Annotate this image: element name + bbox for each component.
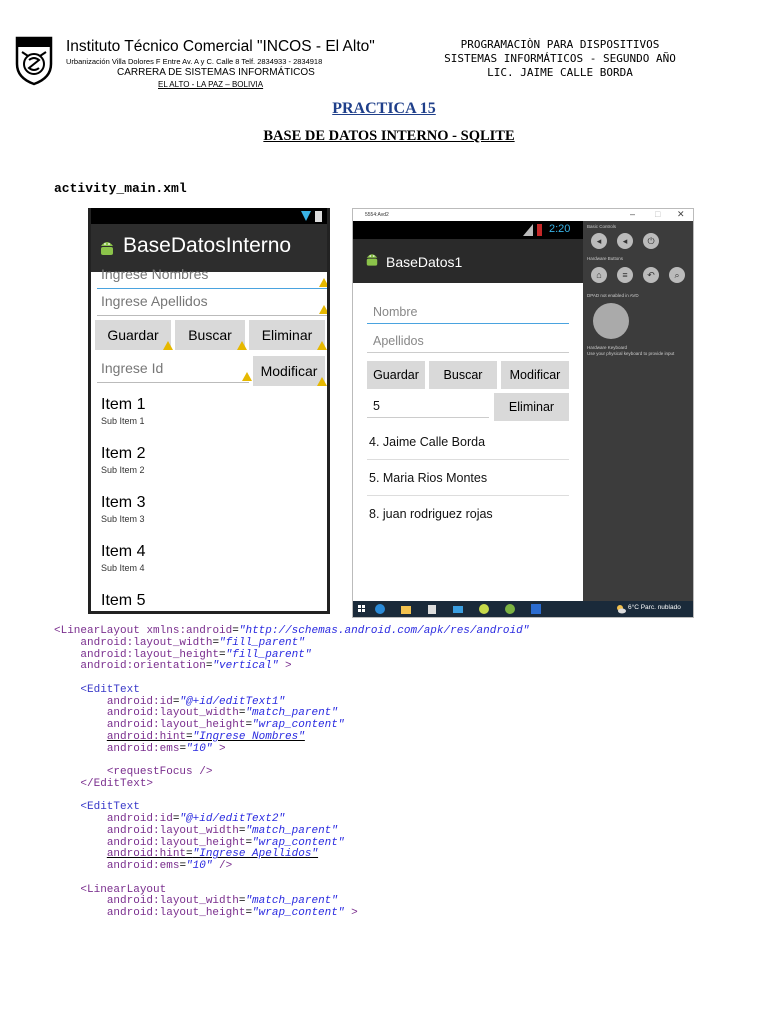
apellidos-input[interactable] — [367, 332, 569, 353]
code-tag: <LinearLayout — [80, 883, 167, 896]
emulator-screen — [353, 221, 583, 601]
buscar-button[interactable] — [429, 361, 497, 389]
phone-preview — [88, 208, 330, 614]
list-item-title[interactable]: Item 4 — [101, 543, 146, 560]
code-punct: > — [278, 660, 292, 673]
buscar-button[interactable] — [175, 320, 245, 350]
code-attr: android:layout_width — [106, 824, 239, 837]
volume-up-icon[interactable]: ◂ — [617, 233, 633, 249]
code-attr: android:layout_height — [106, 836, 246, 849]
code-value: "http://schemas.android.com/apk/res/android" — [238, 625, 530, 637]
career-name: CARRERA DE SISTEMAS INFORMÁTICOS — [117, 67, 315, 78]
code-tag: <requestFocus /> — [106, 766, 213, 778]
list-item[interactable]: 5. Maria Rios Montes — [369, 471, 488, 485]
android-studio-icon[interactable] — [505, 604, 515, 614]
menu-icon[interactable]: ≡ — [617, 267, 633, 283]
list-divider — [367, 495, 569, 496]
status-time: 2:20 — [549, 223, 571, 235]
course-info — [420, 38, 700, 80]
emulator-titlebar — [353, 209, 693, 221]
signal-icon — [301, 211, 311, 221]
course-line-1: PROGRAMACIÒN PARA DISPOSITIVOS — [460, 38, 660, 51]
status-bar — [353, 221, 583, 239]
list-item-title[interactable]: Item 3 — [101, 494, 146, 511]
volume-down-icon[interactable]: ◂ — [591, 233, 607, 249]
back-icon[interactable]: ↶ — [643, 267, 659, 283]
code-attr: android:ems — [106, 742, 180, 755]
apellidos-hint: Apellidos — [373, 334, 424, 348]
code-punct: /> — [212, 860, 233, 872]
apellidos-input[interactable] — [97, 291, 327, 316]
warning-icon — [242, 372, 252, 381]
store-icon[interactable] — [427, 604, 437, 614]
list-divider — [367, 459, 569, 460]
modificar-label: Modificar — [509, 368, 561, 382]
code-tag: <EditText — [80, 683, 140, 696]
power-icon[interactable]: ⏻ — [643, 233, 659, 249]
code-value: "Ingrese Apellidos" — [192, 848, 319, 861]
list-item-title[interactable]: Item 5 — [101, 592, 146, 609]
list-item-title[interactable]: Item 1 — [101, 396, 146, 413]
code-value: "@+id/editText2" — [179, 813, 286, 825]
minimize-icon[interactable]: – — [630, 209, 636, 219]
buscar-label: Buscar — [188, 327, 232, 343]
guardar-button[interactable] — [95, 320, 171, 350]
guardar-label: Guardar — [107, 327, 159, 343]
search-icon[interactable]: ⌕ — [669, 267, 685, 283]
close-icon[interactable]: ✕ — [677, 209, 685, 219]
warning-icon — [319, 278, 329, 287]
code-attr: android:id — [106, 695, 173, 708]
code-value: "match_parent" — [245, 824, 338, 837]
emulator-window — [352, 208, 694, 618]
practice-title: PRACTICA 15 — [332, 100, 436, 117]
eliminar-label: Eliminar — [508, 400, 555, 414]
warning-icon — [317, 377, 327, 386]
list-item-sub: Sub Item 2 — [101, 465, 145, 475]
status-bar — [91, 208, 327, 224]
dpad-label: DPAD not enabled in AVD — [587, 293, 639, 298]
code-attr: android:hint — [106, 730, 187, 743]
list-item-sub: Sub Item 3 — [101, 514, 145, 524]
list-item[interactable]: 8. juan rodriguez rojas — [369, 507, 493, 521]
guardar-button[interactable] — [367, 361, 425, 389]
warning-icon — [163, 341, 173, 350]
code-tag: </EditText> — [80, 777, 154, 790]
course-line-3: LIC. JAIME CALLE BORDA — [487, 66, 633, 79]
nombre-hint: Nombre — [373, 305, 418, 319]
battery-icon — [315, 210, 322, 222]
code-value: "wrap_content" — [252, 719, 345, 731]
nombres-hint: Ingrese Nombres — [101, 266, 209, 282]
code-value: "10" — [186, 742, 213, 755]
code-attr: android:layout_width — [106, 895, 239, 908]
course-line-2: SISTEMAS INFORMÁTICOS - SEGUNDO AÑO — [444, 52, 676, 65]
warning-icon — [319, 305, 329, 314]
institute-address: Urbanización Villa Dolores F Entre Av. A y C. Calle 8 Telf. 2834933 - 2834918 — [66, 57, 323, 66]
list-item-sub: Sub Item 1 — [101, 416, 145, 426]
modificar-button[interactable] — [253, 356, 325, 386]
code-attr: android:layout_height — [80, 648, 220, 661]
code-attr: android:orientation — [80, 660, 206, 673]
code-value: "10" — [186, 860, 213, 872]
code-attr: android:layout_width — [106, 707, 239, 720]
eliminar-button[interactable] — [249, 320, 325, 350]
id-value: 5 — [373, 399, 380, 413]
code-attr: android:layout_height — [106, 907, 246, 919]
windows-taskbar — [353, 601, 693, 617]
guardar-label: Guardar — [373, 368, 419, 382]
mail-icon[interactable] — [453, 604, 463, 614]
code-punct: > — [344, 907, 358, 919]
warning-icon — [237, 341, 247, 350]
nombres-input[interactable] — [97, 264, 327, 289]
practice-subtitle: BASE DE DATOS INTERNO - SQLITE — [263, 128, 515, 144]
file-name: activity_main.xml — [54, 181, 187, 196]
app-title: BaseDatos1 — [386, 254, 463, 270]
eliminar-label: Eliminar — [261, 327, 313, 343]
nombre-input[interactable] — [367, 303, 569, 324]
browser-icon[interactable] — [375, 604, 385, 614]
buscar-label: Buscar — [443, 368, 483, 382]
hardware-buttons-label: Hardware Buttons — [587, 256, 624, 261]
code-value: "fill_parent" — [219, 636, 305, 649]
list-item-title[interactable]: Item 2 — [101, 445, 146, 462]
warning-icon — [317, 341, 327, 350]
list-item[interactable]: 4. Jaime Calle Borda — [369, 435, 486, 449]
code-punct: > — [212, 742, 226, 755]
modificar-button[interactable] — [501, 361, 569, 389]
emulator-window-title: 5554:Avd2 — [365, 212, 389, 218]
basic-controls-label: Basic Controls — [587, 224, 617, 229]
code-attr: android:ems — [106, 860, 180, 872]
code-value: "wrap_content" — [252, 836, 345, 849]
start-icon[interactable] — [357, 604, 367, 614]
word-icon[interactable] — [531, 604, 541, 614]
dpad-control[interactable] — [593, 303, 629, 339]
action-bar — [353, 239, 583, 283]
weather-icon — [616, 604, 626, 614]
code-value: "Ingrese Nombres" — [192, 730, 305, 743]
code-value: "match_parent" — [245, 707, 338, 720]
code-attr: android:layout_width — [80, 636, 213, 649]
code-value: "fill_parent" — [225, 648, 312, 661]
id-hint: Ingrese Id — [101, 360, 164, 376]
hardware-keyboard-label: Hardware Keyboard — [587, 345, 628, 350]
app-icon[interactable] — [479, 604, 489, 614]
signal-icon — [523, 224, 533, 236]
emulator-controls-panel — [583, 221, 693, 601]
id-input[interactable] — [367, 397, 489, 418]
code-value: "@+id/editText1" — [179, 695, 286, 708]
city-line: EL ALTO - LA PAZ – BOLIVIA — [158, 80, 264, 89]
code-attr: android:id — [106, 813, 173, 825]
apellidos-hint: Ingrese Apellidos — [101, 293, 208, 309]
taskbar-weather: 6°C Parc. nublado — [628, 604, 681, 611]
folder-icon[interactable] — [401, 604, 411, 614]
code-attr: xmlns:android — [146, 625, 233, 637]
battery-icon — [537, 224, 542, 236]
android-icon — [365, 251, 379, 268]
home-icon[interactable]: ⌂ — [591, 267, 607, 283]
app-title: BaseDatosInterno — [123, 234, 292, 257]
code-tag: <EditText — [80, 801, 140, 814]
maximize-icon[interactable]: □ — [655, 209, 661, 219]
xml-code-listing: <LinearLayout xmlns:android="http://schemas.android.com/apk/res/android" android:layout_width="fill_parent" android:layout_height="fill_parent" android:orientation="vertical" > <EditText android:id="@+id/editText1" android:layout_width="match_parent" android:layout_height="wrap_content" android:hint="Ingrese Nombres" android:ems="10" > <requestFocus /> </EditText> <EditText android:id="@+id/editText2" android:layout_width="match_parent" android:layout_height="wrap_content" android:hint="Ingrese Apellidos" android:ems="10" /> <LinearLayout android:layout_width="match_parent" android:layout_height="wrap_content" > — [54, 625, 530, 919]
code-attr: android:layout_height — [106, 719, 246, 731]
list-item-sub: Sub Item 4 — [101, 563, 145, 573]
code-tag: <LinearLayout — [54, 625, 140, 637]
modificar-label: Modificar — [260, 363, 318, 379]
id-input[interactable] — [97, 358, 249, 383]
code-value: "wrap_content" — [252, 907, 345, 919]
hardware-keyboard-note: Use your physical keyboard to provide input — [587, 351, 675, 356]
android-icon — [99, 239, 115, 257]
eliminar-button[interactable] — [494, 393, 569, 421]
code-value: "match_parent" — [245, 895, 338, 908]
code-value: "vertical" — [212, 660, 279, 673]
institute-name: Instituto Técnico Comercial "INCOS - El Alto" — [66, 38, 375, 55]
code-attr: android:hint — [106, 848, 187, 861]
incos-logo — [14, 36, 54, 86]
